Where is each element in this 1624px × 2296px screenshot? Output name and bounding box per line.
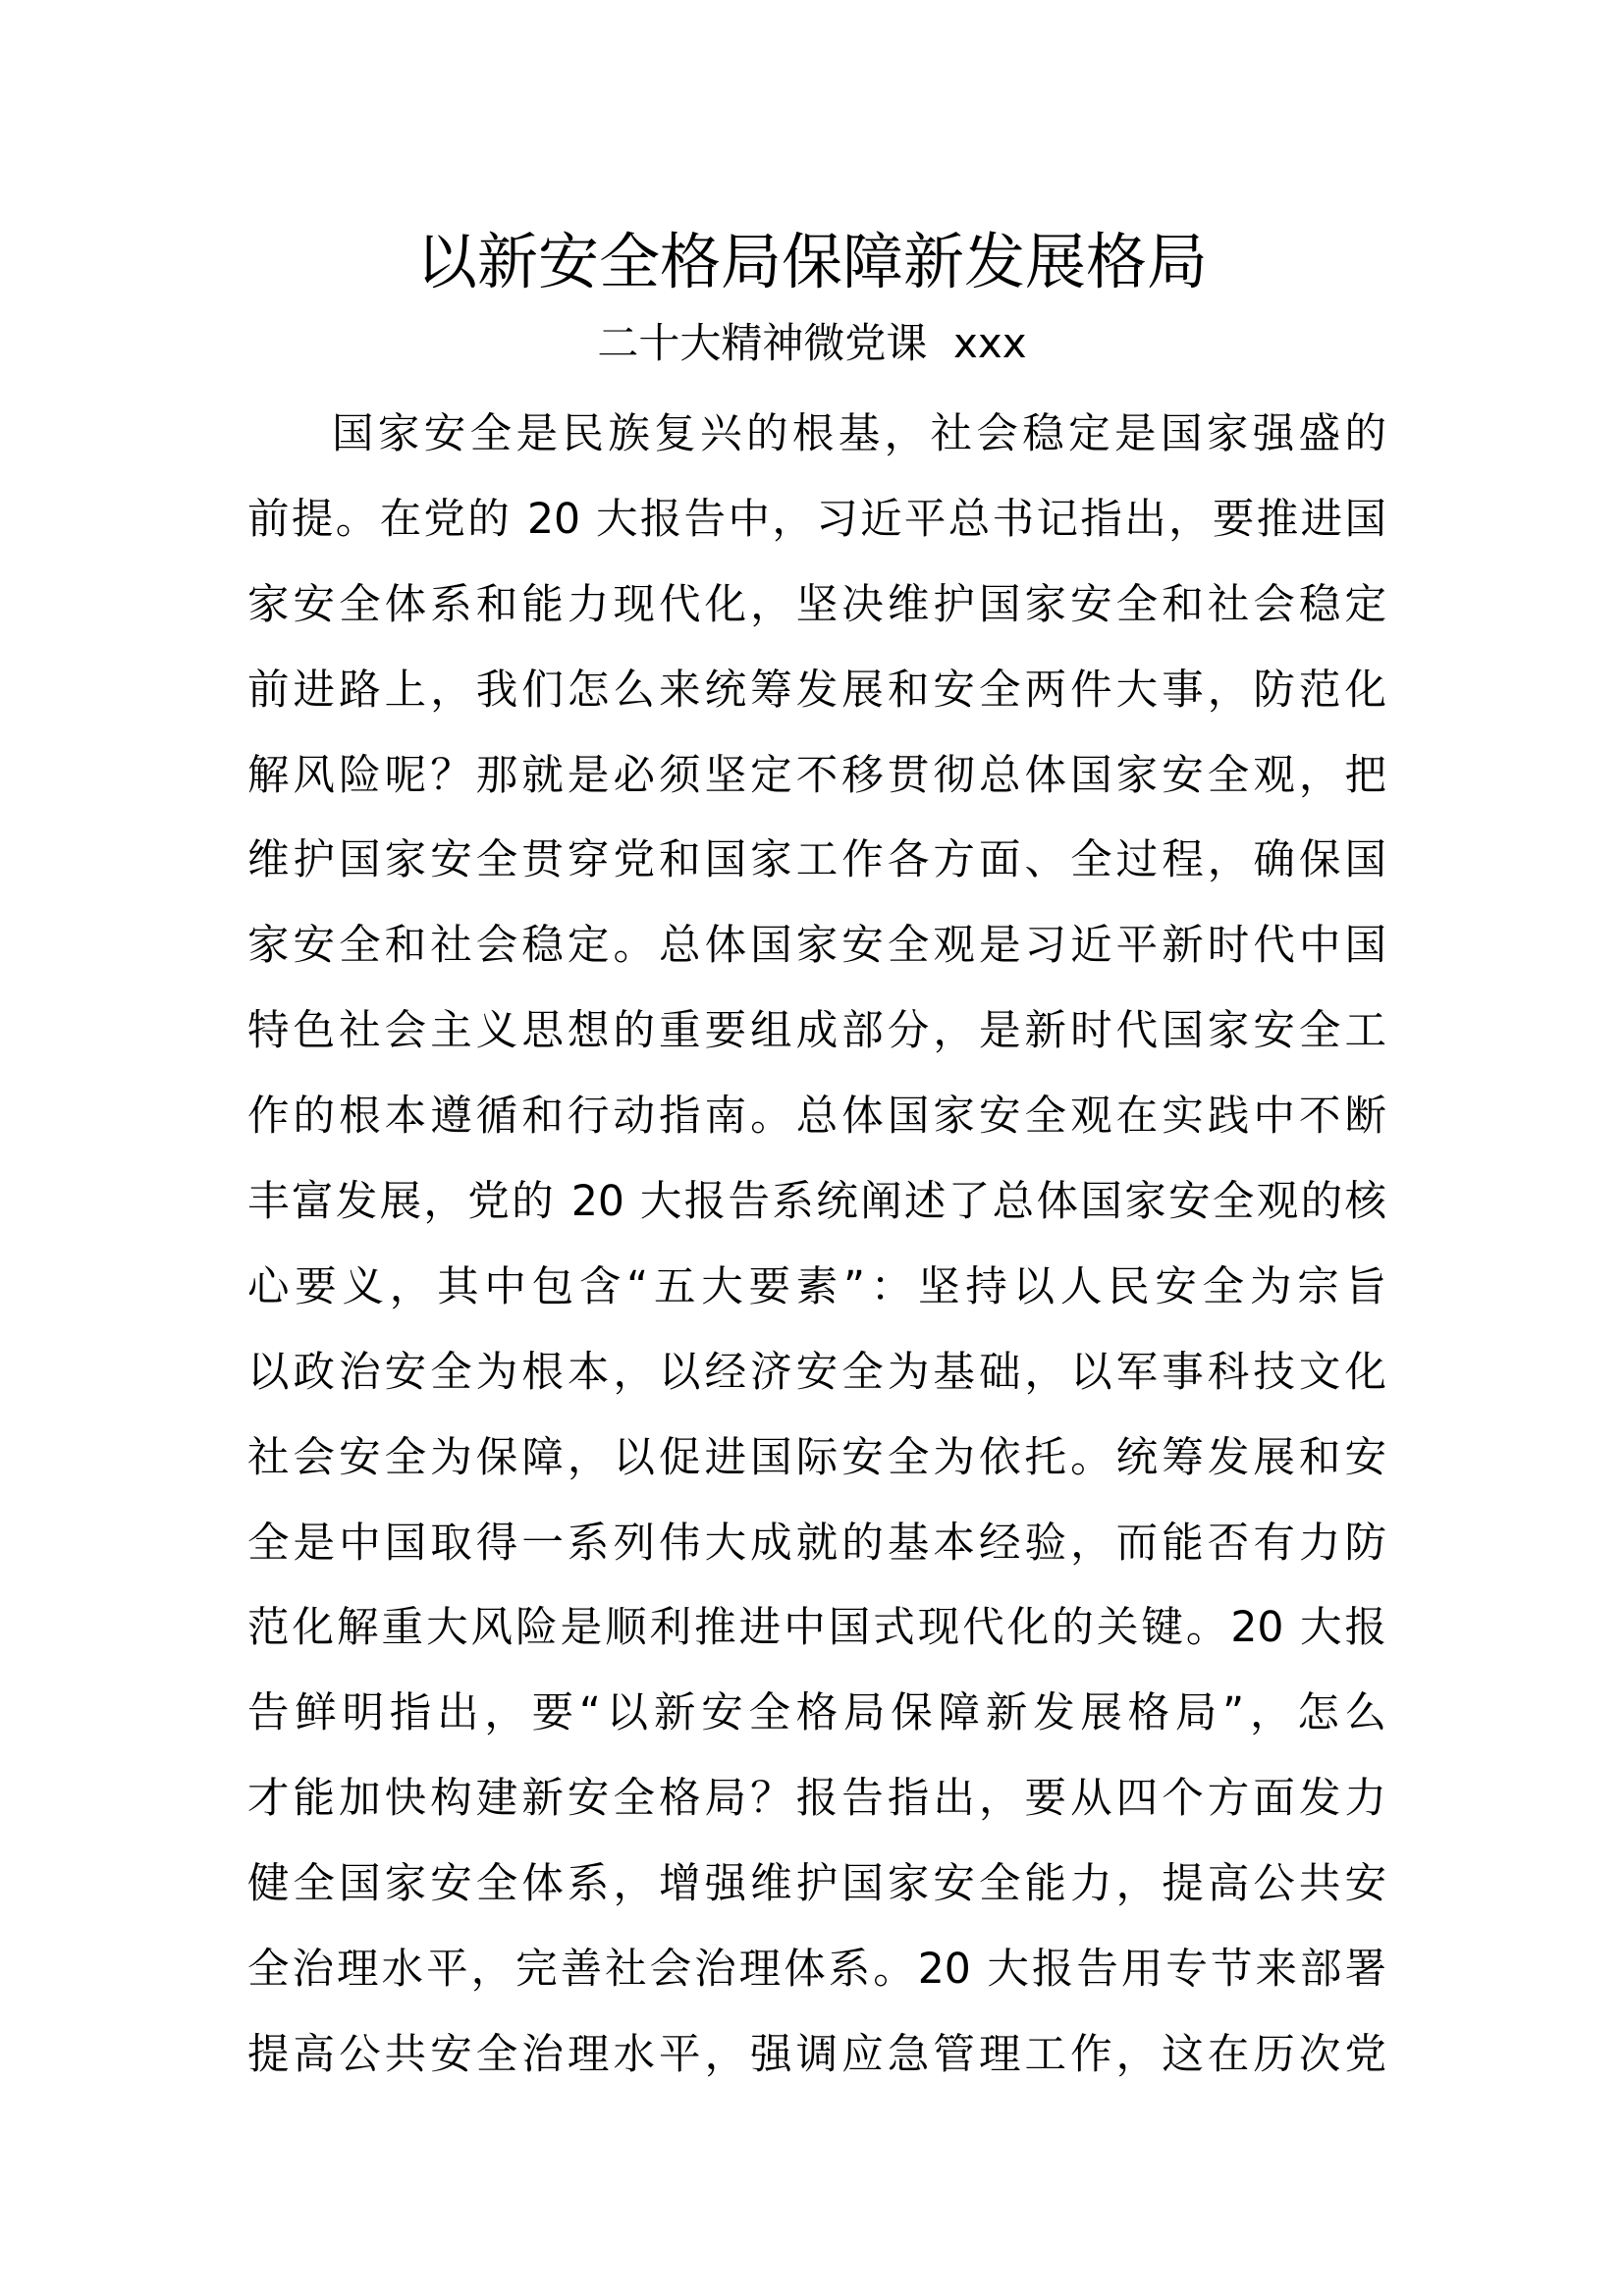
body-line: 全是中国取得一系列伟大成就的基本经验，而能否有力防 [247, 1519, 1386, 1568]
body-line: 社会安全为保障，以促进国际安全为依托。统筹发展和安 [247, 1433, 1386, 1482]
body-line: 前进路上，我们怎么来统筹发展和安全两件大事，防范化 [247, 666, 1386, 715]
body-line: 告鲜明指出，要“以新安全格局保障新发展格局”，怎么 [247, 1689, 1386, 1738]
document-body [247, 393, 1386, 2099]
body-line: 维护国家安全贯穿党和国家工作各方面、全过程，确保国 [247, 836, 1386, 885]
body-line: 全治理水平，完善社会治理体系。20 大报告用专节来部署 [247, 1946, 1386, 1995]
body-line: 家安全体系和能力现代化，坚决维护国家安全和社会稳定 [247, 580, 1386, 629]
body-line: 特色社会主义思想的重要组成部分，是新时代国家安全工 [247, 1007, 1386, 1056]
body-line: 才能加快构建新安全格局？报告指出，要从四个方面发力 [247, 1775, 1386, 1824]
document-subtitle: 二十大精神微党课 xxx [597, 319, 1027, 367]
document-title: 以新安全格局保障新发展格局 [415, 226, 1208, 297]
body-line: 丰富发展，党的 20 大报告系统阐述了总体国家安全观的核 [247, 1178, 1386, 1227]
body-line: 提高公共安全治理水平，强调应急管理工作，这在历次党 [247, 2030, 1386, 2079]
body-line: 解风险呢？那就是必须坚定不移贯彻总体国家安全观，把 [247, 751, 1386, 800]
body-line: 家安全和社会稳定。总体国家安全观是习近平新时代中国 [247, 922, 1386, 971]
body-line: 心要义，其中包含“五大要素”：坚持以人民安全为宗旨 [247, 1262, 1386, 1311]
body-line: 健全国家安全体系，增强维护国家安全能力，提高公共安 [247, 1860, 1386, 1909]
body-line: 前提。在党的 20 大报告中，习近平总书记指出，要推进国 [247, 495, 1386, 544]
body-line: 作的根本遵循和行动指南。总体国家安全观在实践中不断 [247, 1093, 1386, 1142]
body-line: 国家安全是民族复兴的根基，社会稳定是国家强盛的 [332, 410, 1386, 458]
body-line: 以政治安全为根本，以经济安全为基础，以军事科技文化 [247, 1348, 1386, 1397]
body-line: 范化解重大风险是顺利推进中国式现代化的关键。20 大报 [247, 1604, 1386, 1653]
